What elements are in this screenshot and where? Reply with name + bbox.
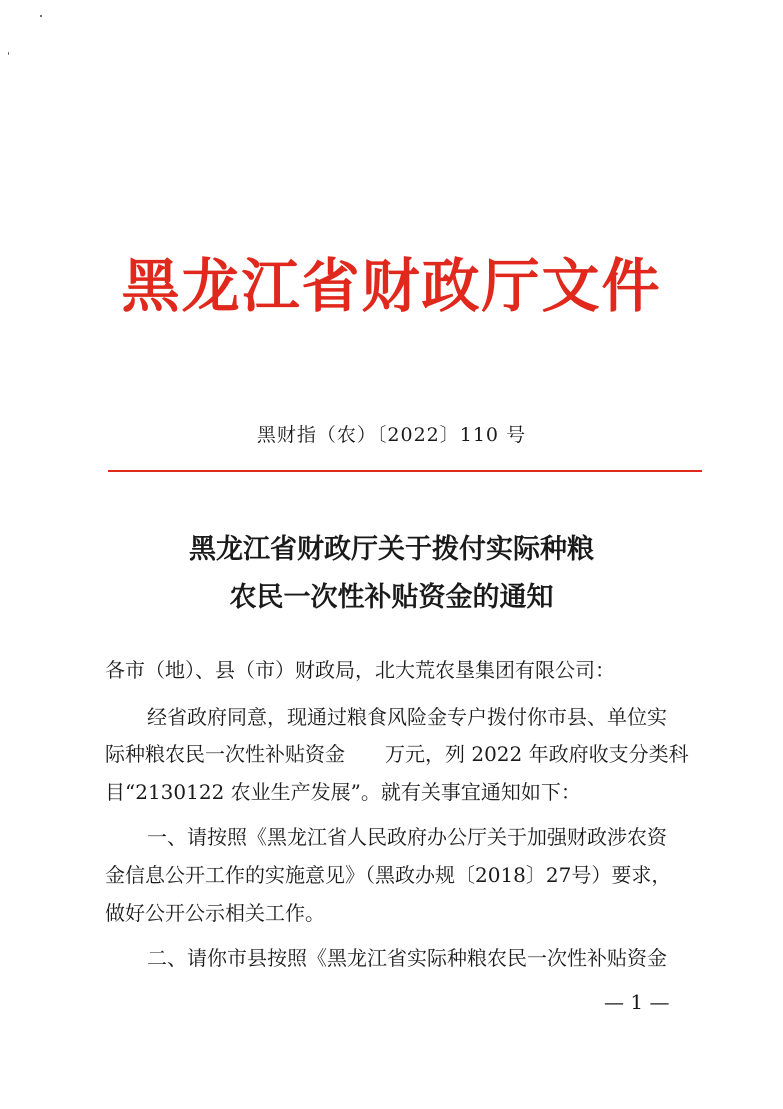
notice-title-line-2: 农民一次性补贴资金的通知 [229,582,554,613]
scan-speck [40,15,42,17]
body-line: 际种粮农民一次性补贴资金 万元，列 2022 年政府收支分类科 [105,742,689,766]
body-line: 目“2130122 农业生产发展”。就有关事宜通知如下： [105,780,581,804]
red-divider-line [108,470,702,472]
document-number: 黑财指（农）〔2022〕110 号 [256,424,527,446]
scan-speck [8,52,9,55]
body-line: 做好公开公示相关工作。 [105,901,325,925]
body-line: 金信息公开工作的实施意见》（黑政办规〔2018〕27号）要求， [105,863,672,887]
notice-title-line-1: 黑龙江省财政厅关于拨付实际种粮 [189,534,594,565]
body-line: 经省政府同意，现通过粮食风险金专户拨付你市县、单位实 [147,705,667,729]
document-header-title: 黑龙江省财政厅文件 [121,252,662,320]
body-line: 一、请按照《黑龙江省人民政府办公厅关于加强财政涉农资 [147,825,667,849]
salutation: 各市（地）、县（市）财政局，北大荒农垦集团有限公司： [105,658,615,682]
page-number: — 1 — [604,990,670,1014]
body-line: 二、请你市县按照《黑龙江省实际种粮农民一次性补贴资金 [147,946,667,970]
